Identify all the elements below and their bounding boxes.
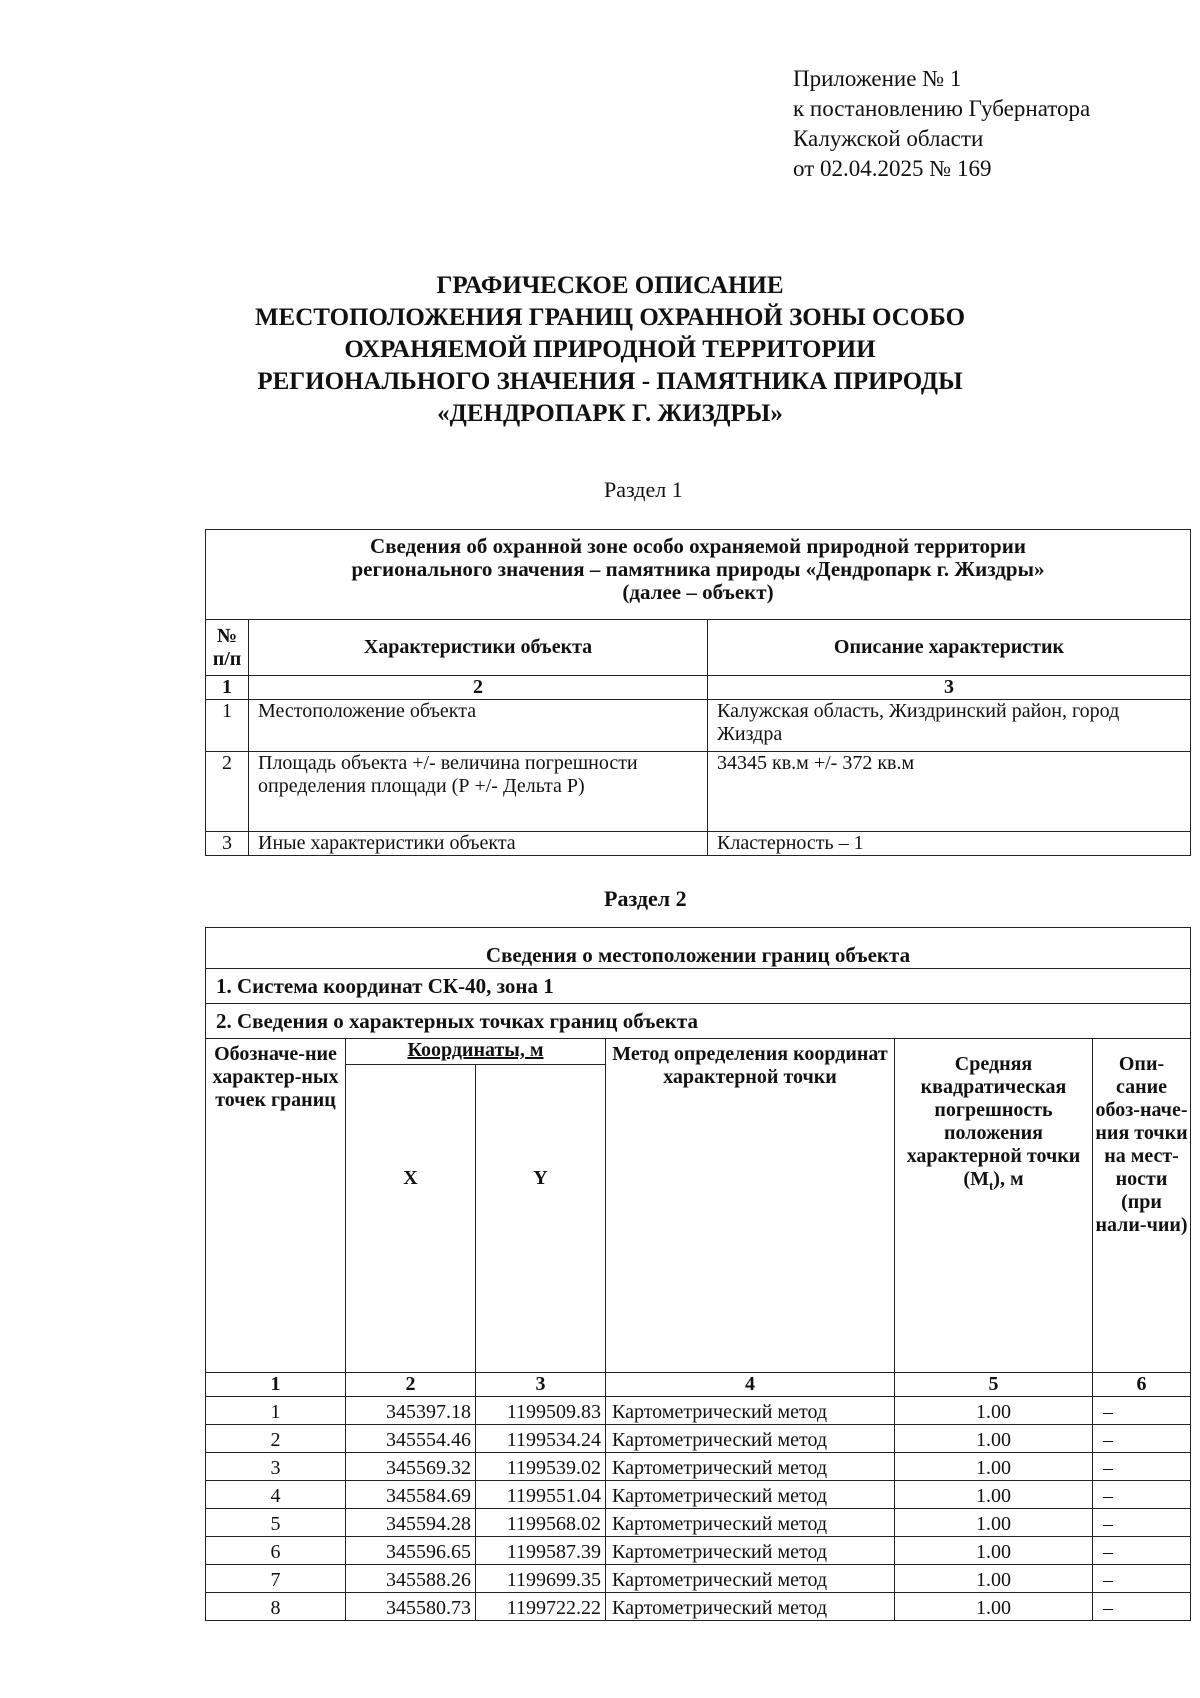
cell-error: 1.00	[895, 1565, 1093, 1593]
cell-method: Картометрический метод	[606, 1453, 895, 1481]
cell-error: 1.00	[895, 1509, 1093, 1537]
table-row	[206, 1425, 1191, 1453]
cell-point: 8	[206, 1593, 346, 1621]
column-number: 6	[1093, 1373, 1191, 1397]
cell-desc: –	[1093, 1397, 1191, 1425]
cell-method: Картометрический метод	[606, 1425, 895, 1453]
column-number: 5	[895, 1373, 1093, 1397]
table-row	[206, 1509, 1191, 1537]
header-x: X	[346, 1065, 476, 1373]
cell-point: 7	[206, 1565, 346, 1593]
cell-y: 1199722.22	[476, 1593, 606, 1621]
table-row: 2 Площадь объекта +/- величина погрешности определения площади (Р +/- Дельта Р) 34345 кв.м +/- 372 кв.м	[206, 752, 1191, 832]
document-title	[200, 270, 1020, 430]
cell-method: Картометрический метод	[606, 1481, 895, 1509]
cell-y: 1199551.04	[476, 1481, 606, 1509]
appendix-line: к постановлению Губернатора	[793, 96, 1091, 121]
cell-error: 1.00	[895, 1397, 1093, 1425]
cell-method: Картометрический метод	[606, 1509, 895, 1537]
title-line: РЕГИОНАЛЬНОГО ЗНАЧЕНИЯ - ПАМЯТНИКА ПРИРОДЫ	[257, 368, 963, 395]
cell-method: Картометрический метод	[606, 1593, 895, 1621]
column-number: 4	[606, 1373, 895, 1397]
cell-point: 1	[206, 1397, 346, 1425]
cell-y: 1199509.83	[476, 1397, 606, 1425]
cell-x: 345588.26	[346, 1565, 476, 1593]
cell-y: 1199568.02	[476, 1509, 606, 1537]
cell-method: Картометрический метод	[606, 1537, 895, 1565]
cell-x: 345580.73	[346, 1593, 476, 1621]
cell-desc: –	[1093, 1481, 1191, 1509]
cell-x: 345596.65	[346, 1537, 476, 1565]
cell-y: 1199587.39	[476, 1537, 606, 1565]
cell-method: Картометрический метод	[606, 1397, 895, 1425]
section-2-caption: Сведения о местоположении границ объекта	[206, 928, 1191, 969]
coordinate-system: 1. Система координат СК-40, зона 1	[206, 969, 1191, 1004]
cell-x: 345584.69	[346, 1481, 476, 1509]
appendix-line: Приложение № 1	[793, 66, 962, 91]
cell-error: 1.00	[895, 1593, 1093, 1621]
cell-desc: –	[1093, 1425, 1191, 1453]
column-number: 1	[206, 1373, 346, 1397]
column-number: 2	[249, 676, 708, 700]
cell-x: 345594.28	[346, 1509, 476, 1537]
cell-point: 4	[206, 1481, 346, 1509]
cell-error: 1.00	[895, 1453, 1093, 1481]
section-1-label: Раздел 1	[604, 477, 683, 502]
title-line: МЕСТОПОЛОЖЕНИЯ ГРАНИЦ ОХРАННОЙ ЗОНЫ ОСОБО	[254, 304, 966, 331]
table-row	[206, 1397, 1191, 1425]
header-point-description: Опи-сание обоз-наче-ния точки на мест-ности (при нали-чии)	[1093, 1039, 1191, 1373]
cell-error: 1.00	[895, 1425, 1093, 1453]
title-line: ОХРАНЯЕМОЙ ПРИРОДНОЙ ТЕРРИТОРИИ	[344, 336, 876, 363]
cell-y: 1199699.35	[476, 1565, 606, 1593]
cell-error: 1.00	[895, 1537, 1093, 1565]
column-number: 3	[708, 676, 1191, 700]
header-description: Описание характеристик	[708, 620, 1191, 676]
appendix-line: от 02.04.2025 № 169	[793, 156, 992, 181]
cell-desc: –	[1093, 1593, 1191, 1621]
table-row: 3 Иные характеристики объекта Кластерность – 1	[206, 832, 1191, 856]
cell-point: 6	[206, 1537, 346, 1565]
section-1-table	[205, 529, 1191, 856]
section-2-label: Раздел 2	[604, 886, 687, 911]
title-line: ГРАФИЧЕСКОЕ ОПИСАНИЕ	[436, 272, 784, 299]
table-row	[206, 1537, 1191, 1565]
table-row	[206, 1565, 1191, 1593]
table-row	[206, 1593, 1191, 1621]
header-coordinates: Координаты, м	[346, 1039, 606, 1065]
cell-x: 345569.32	[346, 1453, 476, 1481]
cell-desc: –	[1093, 1565, 1191, 1593]
column-number: 3	[476, 1373, 606, 1397]
points-table-body	[206, 1397, 1191, 1621]
column-number: 1	[206, 676, 249, 700]
section-2-table	[205, 927, 1191, 1621]
cell-error: 1.00	[895, 1481, 1093, 1509]
header-error: Средняя квадратическая погрешность положения характерной точки $(M_t)$, м	[895, 1039, 1093, 1373]
cell-x: 345397.18	[346, 1397, 476, 1425]
header-num: № п/п	[206, 620, 249, 676]
table-row: 1 Местоположение объекта Калужская область, Жиздринский район, город Жиздра	[206, 700, 1191, 752]
appendix-block	[793, 64, 1090, 184]
section-1-caption: Сведения об охранной зоне особо охраняемой природной территории регионального значения – памятника природы «Дендропарк г. Жиздры» (далее – объект)	[206, 530, 1191, 620]
cell-y: 1199534.24	[476, 1425, 606, 1453]
header-y: Y	[476, 1065, 606, 1373]
cell-point: 5	[206, 1509, 346, 1537]
header-designation: Обозначе-ние характер-ных точек границ	[206, 1039, 346, 1373]
title-line: «ДЕНДРОПАРК Г. ЖИЗДРЫ»	[437, 400, 783, 427]
points-heading: 2. Сведения о характерных точках границ объекта	[206, 1004, 1191, 1039]
appendix-line: Калужской области	[793, 126, 984, 151]
column-number: 2	[346, 1373, 476, 1397]
cell-desc: –	[1093, 1453, 1191, 1481]
cell-x: 345554.46	[346, 1425, 476, 1453]
header-characteristics: Характеристики объекта	[249, 620, 708, 676]
cell-desc: –	[1093, 1509, 1191, 1537]
cell-point: 3	[206, 1453, 346, 1481]
table-row	[206, 1453, 1191, 1481]
table-row	[206, 1481, 1191, 1509]
cell-point: 2	[206, 1425, 346, 1453]
cell-desc: –	[1093, 1537, 1191, 1565]
cell-y: 1199539.02	[476, 1453, 606, 1481]
header-method: Метод определения координат характерной точки	[606, 1039, 895, 1373]
cell-method: Картометрический метод	[606, 1565, 895, 1593]
